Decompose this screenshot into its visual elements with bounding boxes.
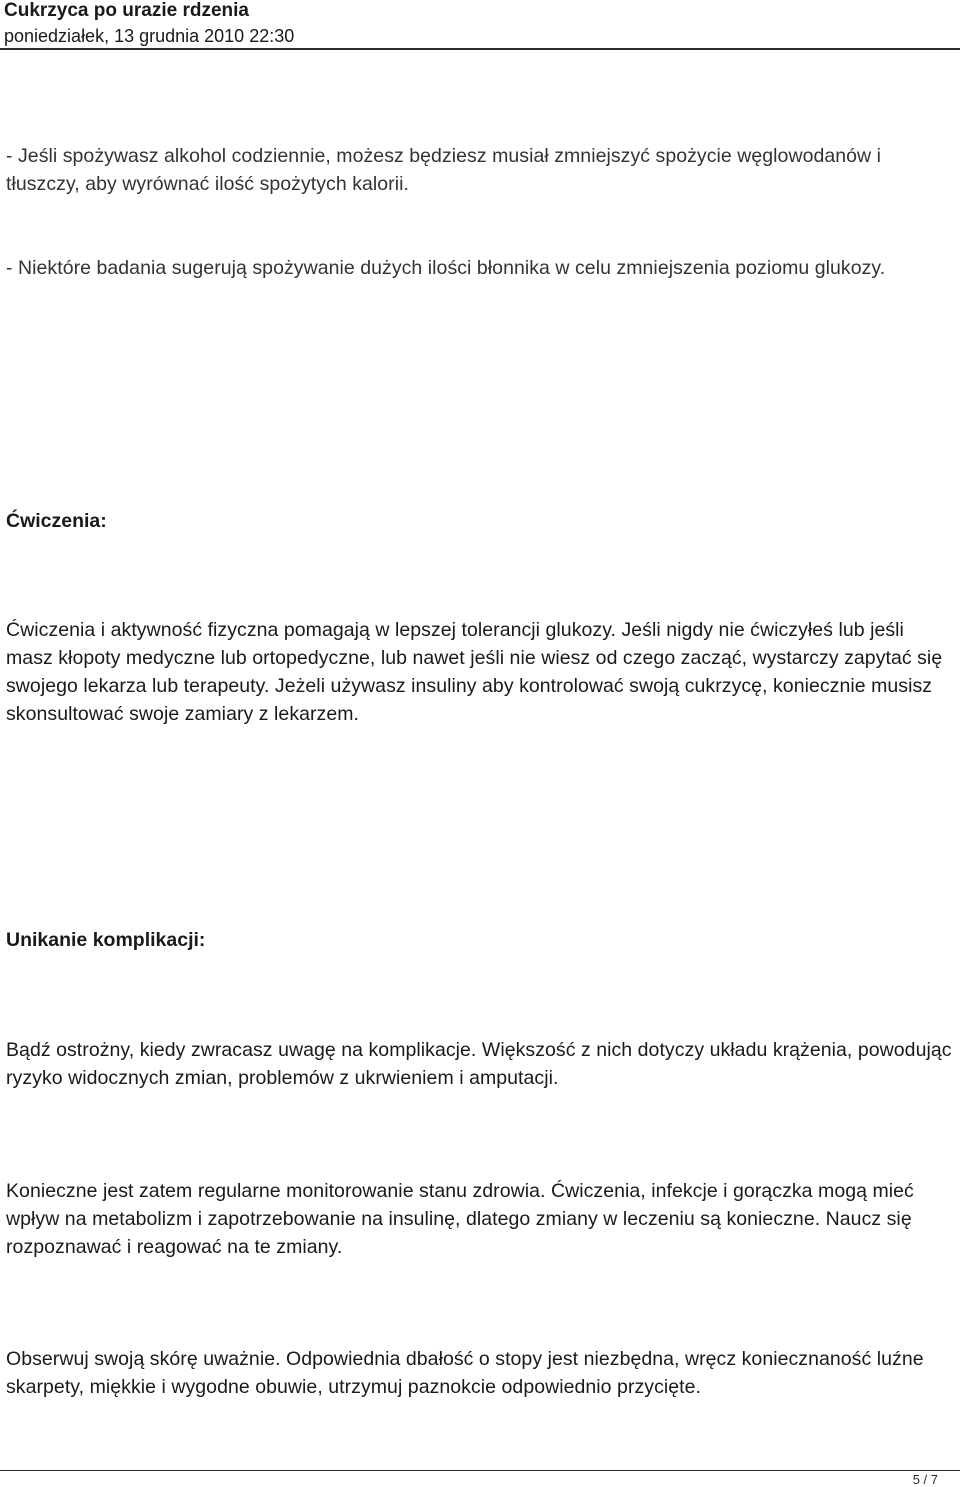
paragraph-skin: Obserwuj swoją skórę uważnie. Odpowiednia dbałość o stopy jest niezbędna, wręcz koniecznaność luźne skarpety, miękkie i wygodne obuwie, utrzymuj paznokcie odpowiednio przycięte. <box>6 1348 924 1398</box>
paragraph-exercise: Ćwiczenia i aktywność fizyczna pomagają w lepszej tolerancji glukozy. Jeśli nigdy nie ćwiczyłeś lub jeśli masz kłopoty medyczne lub ortopedyczne, lub nawet jeśli nie wiesz od czego zacząć, wystarczy zapytać się swojego lekarza lub terapeuty. Jeżeli używasz insuliny aby kontrolować swoją cukrzycę, koniecznie musisz skonsultować swoje zamiary z lekarzem. <box>6 619 943 725</box>
page-number: 5 / 7 <box>912 1472 938 1487</box>
page-header <box>4 0 956 47</box>
paragraph-complications: Bądź ostrożny, kiedy zwracasz uwagę na komplikacje. Większość z nich dotyczy układu krążenia, powodując ryzyko widocznych zmian, problemów z ukrwieniem i amputacji. <box>6 1039 952 1089</box>
heading-complications: Unikanie komplikacji: <box>6 929 206 951</box>
header-divider <box>0 48 960 50</box>
document-date: poniedziałek, 13 grudnia 2010 22:30 <box>4 26 295 46</box>
footer-divider <box>0 1470 960 1471</box>
paragraph-alcohol: - Jeśli spożywasz alkohol codziennie, możesz będziesz musiał zmniejszyć spożycie węglowodanów i tłuszczy, aby wyrównać ilość spożytych kalorii. <box>6 145 882 195</box>
paragraph-monitoring: Konieczne jest zatem regularne monitorowanie stanu zdrowia. Ćwiczenia, infekcje i gorączka mogą mieć wpływ na metabolizm i zapotrzebowanie na insulinę, dlatego zmiany w leczeniu są konieczne. Naucz się rozpoznawać i reagować na te zmiany. <box>6 1180 914 1258</box>
heading-exercise: Ćwiczenia: <box>6 510 107 532</box>
document-title: Cukrzyca po urazie rdzenia <box>4 0 249 21</box>
paragraph-fiber: - Niektóre badania sugerują spożywanie dużych ilości błonnika w celu zmniejszenia poziomu glukozy. <box>6 257 886 279</box>
